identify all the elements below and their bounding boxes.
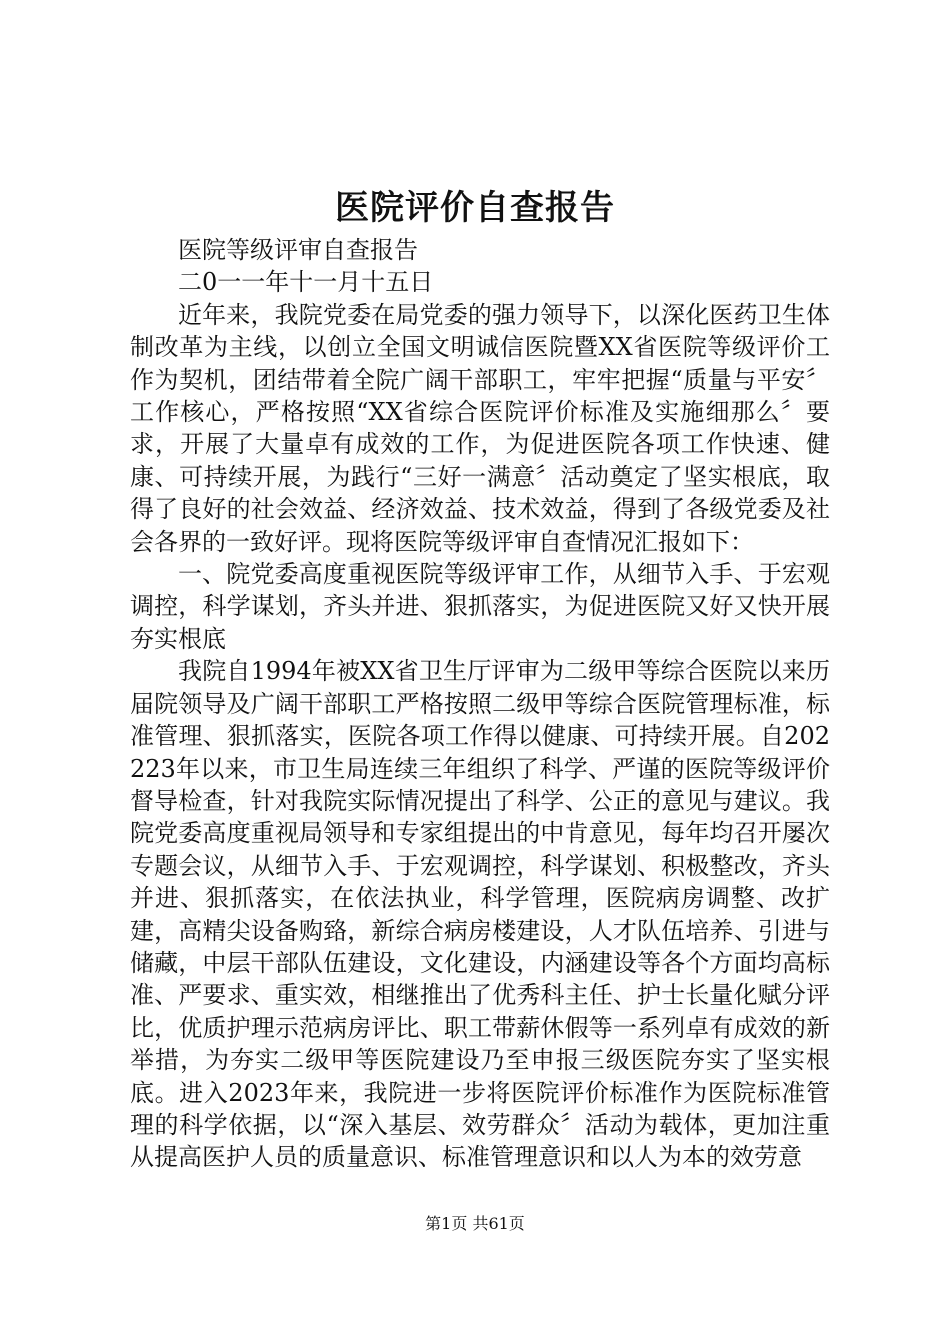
page-footer: 第1页 共61页	[425, 1214, 525, 1233]
subtitle-paragraph: 医院等级评审自查报告	[178, 236, 418, 264]
section-heading-paragraph: 一、院党委高度重视医院等级评审工作，从细节入手、于宏观调控，科学谋划，齐头并进、狠抓落实，为促进医院又好又快开展夯实根底	[130, 560, 830, 653]
intro-paragraph: 近年来，我院党委在局党委的强力领导下，以深化医药卫生体制改革为主线，以创立全国文明诚信医院暨XX省医院等级评价工作为契机，团结带着全院广阔干部职工，牢牢把握“质量与平安〞工作核心，严格按照“XX省综合医院评价标准及实施细那么〞要求，开展了大量卓有成效的工作，为促进医院各项工作快速、健康、可持续开展，为践行“三好一满意〞活动奠定了坚实根底，取得了良好的社会效益、经济效益、技术效益，得到了各级党委及社会各界的一致好评。现将医院等级评审自查情况汇报如下：	[130, 300, 830, 556]
date-paragraph: 二0一一年十一月十五日	[178, 268, 434, 297]
document-title: 医院评价自查报告	[335, 188, 615, 228]
body-paragraph: 我院自1994年被XX省卫生厅评审为二级甲等综合医院以来历届院领导及广阔干部职工严格按照二级甲等综合医院管理标准，标准管理、狠抓落实，医院各项工作得以健康、可持续开展。自202223年以来，市卫生局连续三年组织了科学、严谨的医院等级评价督导检查，针对我院实际情况提出了科学、公正的意见与建议。我院党委高度重视局领导和专家组提出的中肯意见，每年均召开屡次专题会议，从细节入手、于宏观调控，科学谋划、积极整改，齐头并进、狠抓落实，在依法执业，科学管理，医院病房调整、改扩建，高精尖设备购臵，新综合病房楼建设，人才队伍培养、引进与储藏，中层干部队伍建设，文化建设，内涵建设等各个方面均高标准、严要求、重实效，相继推出了优秀科主任、护士长量化赋分评比，优质护理示范病房评比、职工带薪休假等一系列卓有成效的新举措，为夯实二级甲等医院建设乃至申报三级医院夯实了坚实根底。进入2023年来，我院进一步将医院评价标准作为医院标准管理的科学依据，以“深入基层、效劳群众〞活动为载体，更加注重从提高医护人员的质量意识、标准管理意识和以人为本的效劳意	[130, 657, 830, 1172]
document-body	[130, 234, 830, 1174]
